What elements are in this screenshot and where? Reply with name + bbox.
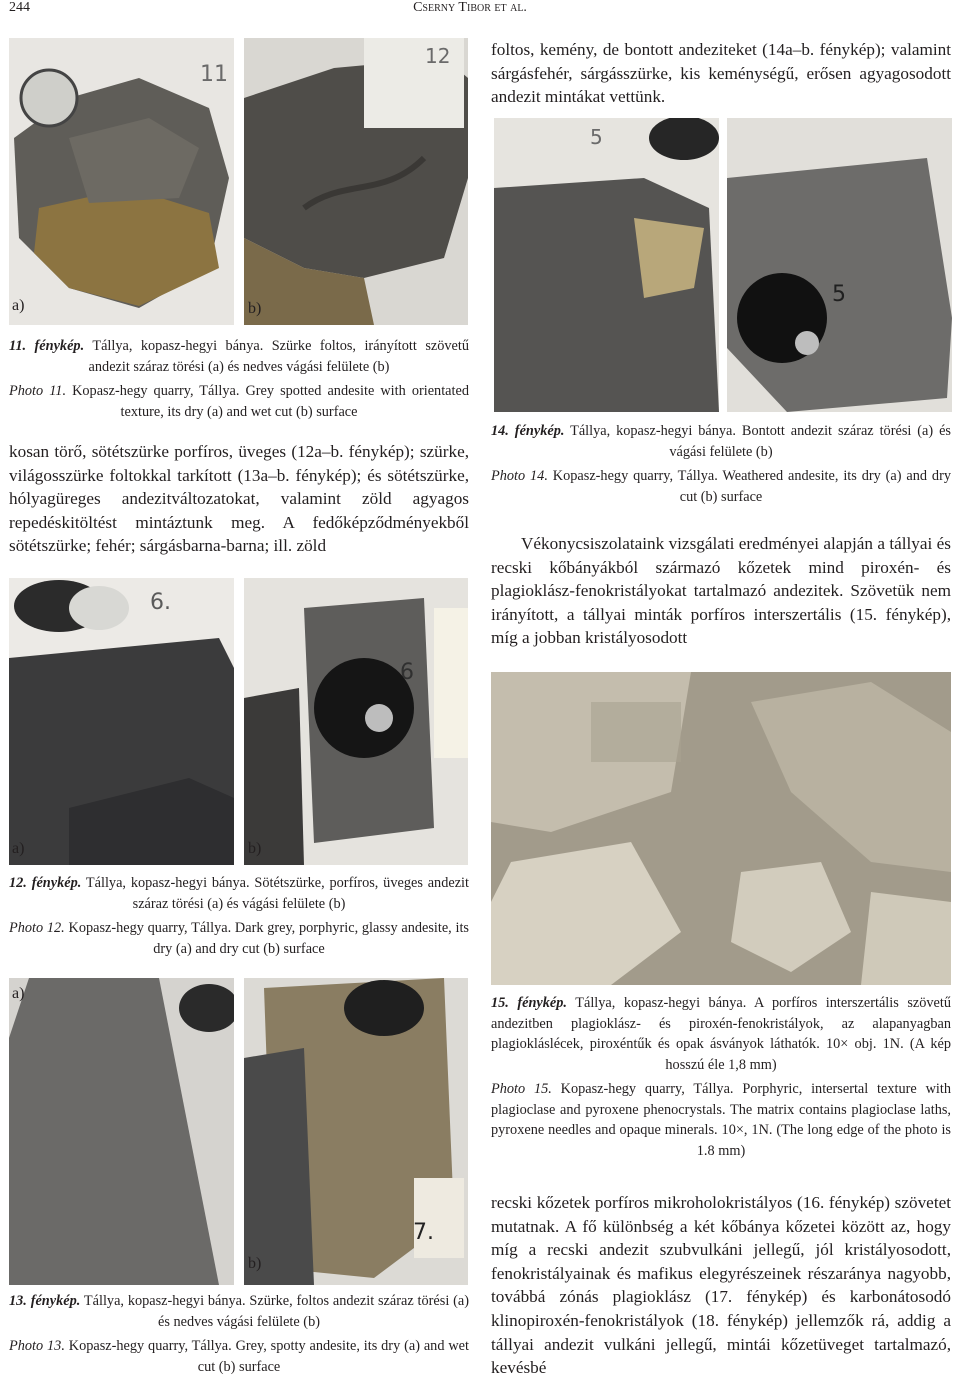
photo-12b-label: b) (248, 840, 262, 857)
running-head: Cserny Tibor et al. (413, 0, 527, 15)
caption-13: 13. fénykép. Tállya, kopasz-hegyi bánya. Szürke, foltos andezit száraz törési (a) és nedves vágási felülete (b) Photo 13. Kopasz-hegy quarry, Tállya. Grey, spotty andesite, its dry (a) and wet cut (b) surface (9, 1293, 469, 1375)
photo-11a-label: a) (12, 297, 25, 314)
caption-12: 12. fénykép. Tállya, kopasz-hegyi bánya. Sötétszürke, porfíros, üveges andezit száraz törési (a) és vágási felülete (b) Photo 12. Kopasz-hegy quarry, Tállya. Dark grey, porphyric, glassy andesite, its dry (a) and dry cut (b) surface (9, 875, 469, 957)
photo-14b (727, 118, 952, 412)
photo-13a-label: a) (12, 985, 25, 1002)
page-number: 244 (9, 0, 30, 15)
caption-14: 14. fénykép. Tállya, kopasz-hegyi bánya. Bontott andezit száraz törési (a) és vágási felülete (b) Photo 14. Kopasz-hegy quarry, Tállya. Weathered andesite, its dry (a) and dry cut (b) surface (491, 423, 951, 505)
caption-11: 11. fénykép. Tállya, kopasz-hegyi bánya. Szürke foltos, irányított szövetű andezit száraz törési (a) és nedves vágási felülete (b) Photo 11. Kopasz-hegy quarry, Tállya. Grey spotted andesite with orientated texture, its dry (a) and wet cut (b) surface (9, 338, 469, 420)
body-text-right-mid: Vékonycsiszolataink vizsgálati eredményei alapján a tállyai és recski kőbányákból származó kőzetek mind piroxén- és plagioklász-fenokristályokat tartalmazó andezitek. Szövetük nem irányított, a tállyai minták porfíros interszertális (15. fénykép), míg a jobban kristályosodott (491, 534, 951, 648)
photo-12a (9, 578, 234, 865)
caption-15: 15. fénykép. Tállya, kopasz-hegyi bánya. A porfíros interszertális szövetű andezitben plagioklász- és piroxén-fenokristályok, az alapanyagban plagiokláslécek, piroxéntűk és opak ásványok láthatók. 10× obj. 1N. (A kép hosszú éle 1,8 mm) Photo 15. Kopasz-hegy quarry, Tállya. Porphyric, intersertal texture with plagioclase and pyroxene phenocrystals. The matrix contains plagioclase laths, pyroxene needles and opaque minerals. 10×, 1N. (The long edge of the photo is 1.8 mm) (491, 995, 951, 1159)
photo-15 (491, 672, 951, 985)
photo-13a (9, 978, 234, 1285)
photo-13b-tag: 7. (413, 1220, 434, 1245)
photo-13b (244, 978, 468, 1285)
photo-12a-tag: 6. (150, 590, 171, 615)
photo-11b-tag: 12 (425, 44, 451, 68)
photo-11a-tag: 11 (200, 62, 228, 87)
photo-12b (244, 578, 468, 865)
photo-13b-label: b) (248, 1255, 262, 1272)
photo-11b-label: b) (248, 300, 262, 317)
photo-14a-tag: 5 (590, 125, 603, 149)
body-text-left: kosan törő, sötétszürke porfíros, üveges (12a–b. fénykép); szürke, világosszürke foltokkal tarkított (13a–b. fénykép); és sötétszürke, hólyagüreges andezitváltozatokat, valamint zöld agyagos repedéskitöltést mintáztunk meg. A fedőképződményekből sötétszürke; fehér; sárgásbarna-barna; ill. zöld (9, 442, 469, 556)
photo-14b-tag: 5 (832, 282, 846, 307)
photo-12b-tag: 6 (400, 660, 414, 685)
body-text-right-top: foltos, kemény, de bontott andeziteket (14a–b. fénykép); valamint sárgásfehér, sárgásszürke, kis keménységű, erősen agyagosodott andezit mintákat vettünk. (491, 40, 951, 107)
photo-11b (244, 38, 468, 325)
photo-14a (494, 118, 719, 412)
photo-12a-label: a) (12, 840, 25, 857)
body-text-right-bottom: recski kőzetek porfíros mikroholokristályos (16. fénykép) szövetet mutatnak. A fő különbség a két kőbánya kőzetei között az, hogy míg a recski andezit szubvulkáni jellegű, jól kristályosodott, fenokristályainak és mafikus elegyrészeinek részaránya nagyobb, továbbá zónás plagioklász (17. fénykép) és karbonátosodó klinopiroxén-fenokristályok (18. fénykép) jellemzők rá, addig a tállyai andezit vulkáni jellegű, mintái kőzetüveget tartalmazó, kevésbé (491, 1193, 951, 1378)
